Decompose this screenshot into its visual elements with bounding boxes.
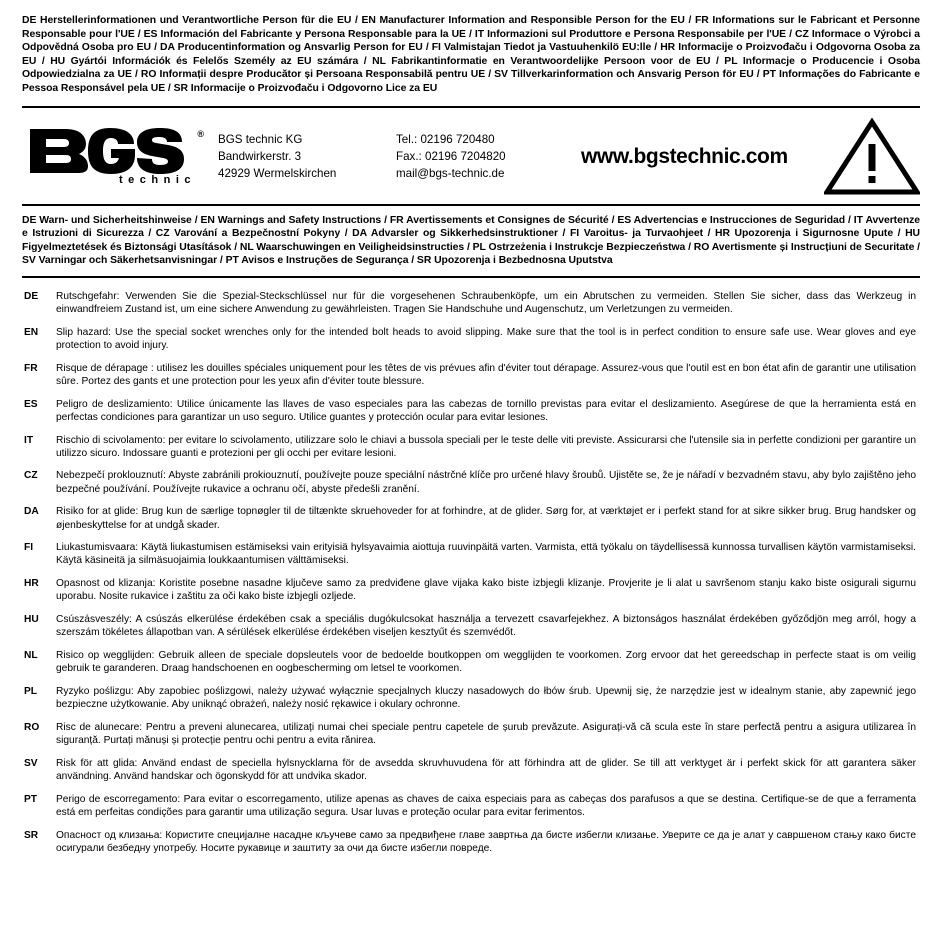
language-code: ES: [24, 398, 38, 410]
instruction-row: [22, 469, 920, 495]
instruction-text: Peligro de deslizamiento: Utilice únicamente las llaves de vaso especiales para las cabezas de tornillo previstas para evitar el deslizamiento. Asegúrese de que la herramienta está en perfectas condiciones para garantizar un uso seguro. Utilice guantes y protección ocular para evitar lesiones.: [56, 398, 916, 423]
instruction-row: [22, 505, 920, 531]
instruction-row: [22, 721, 920, 747]
instruction-row: [22, 613, 920, 639]
company-fax: Fax.: 02196 7204820: [396, 150, 506, 164]
warning-triangle-icon: [824, 118, 920, 196]
language-code: RO: [24, 721, 40, 733]
logo-subtitle: technic: [118, 174, 196, 187]
instruction-text: Ryzyko poślizgu: Aby zapobiec poślizgowi, należy używać wyłącznie specjalnych kluczy nasadowych do łbów śrub. Upewnij się, że narzędzie jest w idealnym stanie, aby zapewnić jego bezpieczne użytkowanie. Aby uniknąć obrażeń, należy nosić rękawice i okulary ochronne.: [56, 685, 916, 711]
company-contact: [396, 131, 581, 182]
language-code: DA: [24, 506, 39, 518]
instruction-text: Perigo de escorregamento: Para evitar o escorregamento, utilize apenas as chaves de caixa especiais para as cabeças dos parafusos a que se destina. Certifique-se de que a ferramenta está em perfeitas condições para garantir uma utilização segura. Usar luvas e proteção ocular para evitar ferimentos.: [56, 793, 916, 818]
language-code: NL: [24, 650, 38, 661]
company-city: 42929 Wermelskirchen: [218, 167, 337, 181]
instructions-list: [22, 278, 920, 855]
instruction-text: Liukastumisvaara: Käytä liukastumisen estämiseksi vain erityisiä hylsyavaimia aiottuja ruuvinpäitä varten. Varmista, että työkalu on täydellisessä kunnossa turvallisen käytön varmistamiseksi. Käytä käsineitä ja silmäsuojaimia loukkaantumisen välttämiseksi.: [56, 542, 916, 567]
instruction-text: Risc de alunecare: Pentru a preveni alunecarea, utilizați numai chei speciale pentru capetele de șurub prevăzute. Asigurați-vă că scula este în stare perfectă pentru a asigura utilizarea în siguranță. Purtați mănuși și protecție pentru ochi pentru a evita rănirea.: [56, 721, 916, 747]
warnings-header: DE Warn- und Sicherheitshinweise / EN Warnings and Safety Instructions / FR Avertissements et Consignes de Sécurité / ES Advertencias e Instrucciones de Seguridad / IT Avvertenze e Istruzioni di Sicurezza / CZ Varování a Bezpečnostní Pokyny / DA Advarsler og Sikkerhedsinstruktioner / FI Varoitus- ja Turvaohjeet / HR Upozorenja i Sigurnosne Upute / HU Figyelmeztetések és Biztonsági Utasítások / NL Waarschuwingen en Veiligheidsinstructies / PL Ostrzeżenia i Instrukcje Bezpieczeństwa / RO Avertismente și Instrucțiuni de Securitate / SV Varningar och Säkerhetsanvisningar / PT Avisos e Instruções de Segurança / SR Upozorenja i Bezbednosna Uputstva: [22, 214, 920, 267]
logo-cell: [22, 127, 218, 186]
company-name: BGS technic KG: [218, 133, 303, 147]
language-code: DE: [24, 290, 39, 302]
instruction-row: [22, 398, 920, 424]
instruction-text: Rutschgefahr: Verwenden Sie die Spezial-Steckschlüssel nur für die vorgesehenen Schraubenköpfe, um ein Abrutschen zu vermeiden. Stellen Sie sicher, dass das Werkzeug in einwandfreiem Zustand ist, um eine sichere Anwendung zu gewährleisten. Tragen Sie Handschuhe und Augenschutz, um Verletzungen zu vermeiden.: [56, 290, 916, 316]
instruction-text: Risico op wegglijden: Gebruik alleen de speciale dopsleutels voor de bedoelde boutkoppen om wegglijden te voorkomen. Zorg ervoor dat het gereedschap in perfecte staat is om veilig gebruik te garanderen. Draag handschoenen en oogbescherming om letsel te voorkomen.: [56, 650, 916, 675]
instruction-row: [22, 434, 920, 460]
language-code: FR: [24, 362, 38, 374]
instruction-row: [22, 685, 920, 711]
registered-mark: ®: [197, 129, 204, 140]
instruction-row: [22, 829, 920, 855]
company-website: www.bgstechnic.com: [581, 144, 788, 168]
language-code: HR: [24, 578, 39, 590]
instruction-row: [22, 757, 920, 783]
warning-symbol-cell: [814, 118, 924, 196]
manufacturer-info-header: DE Herstellerinformationen und Verantwortliche Person für die EU / EN Manufacturer Information and Responsible Person for the EU / FR Informations sur le Fabricant et Personne Responsable pour l'UE / ES Información del Fabricante y Persona Responsable para la UE / IT Informazioni sul Produttore e Persona Responsabile per l'UE / CZ Informace o Výrobci a Odpovědná Osoba pro EU / DA Producentinformation og Ansvarlig Person for EU / FI Valmistajan Tiedot ja Vastuuhenkilö EU:lle / HR Informacije o Proizvođaču i Odgovorna Osoba za EU / HU Gyártói Információk és Felelős Személy az EU számára / NL Fabrikantinformatie en Verantwoordelijke Persoon voor de EU / PL Informacje o Producencie i Osoba Odpowiedzialna za UE / RO Informații despre Producător și Persoana Responsabilă pentru UE / SV Tillverkarinformation och Ansvarig Person för EU / PT Informações do Fabricante e Pessoa Responsável pela UE / SR Informacije o Proizvođaču i Odgovorno Lice za EU: [22, 15, 920, 94]
instruction-text: Risiko for at glide: Brug kun de særlige topnøgler til de tiltænkte skruehoveder for at forhindre, at de glider. Sørg for, at værktøjet er i perfekt stand for at sikre sikker brug. Brug handsker og øjenbeskyttelse for at undgå skader.: [56, 506, 916, 531]
instruction-text: Opasnost od klizanja: Koristite posebne nasadne ključeve samo za predviđene glave vijaka kako biste izbjegli klizanje. Provjerite je li alat u savršenom stanju kako biste osigurali sigurnu uporabu. Nosite rukavice i zaštitu za oči kako biste izbjegli ozljede.: [56, 578, 916, 603]
instruction-row: [22, 326, 920, 352]
instruction-text: Nebezpečí proklouznutí: Abyste zabránili prokiouznutí, používejte pouze speciální nástrčné klíče pro určené hlavy šroubů. Ujistěte se, že je nářadí v bezvadném stavu, aby bylo zajištěno jeho bezpečné používání. Používejte rukavice a ochranu očí, abyste předešli zranění.: [56, 470, 916, 495]
language-code: EN: [24, 326, 39, 338]
language-code: FI: [24, 542, 34, 554]
company-tel: Tel.: 02196 720480: [396, 133, 495, 147]
language-code: IT: [24, 434, 34, 446]
instruction-text: Slip hazard: Use the special socket wrenches only for the intended bolt heads to avoid slipping. Make sure that the tool is in perfect condition to ensure safe use. Wear gloves and eye protection to avoid injury.: [56, 326, 916, 352]
instruction-row: [22, 362, 920, 388]
instruction-text: Csúszásveszély: A csúszás elkerülése érdekében csak a speciális dugókulcsokat használja a tervezett csavarfejekhez. A biztonságos használat érdekében győződjön meg arról, hogy a szerszám tökéletes állapotban van. A sérülések elkerülése érdekében viseljen kesztyűt és szemvédőt.: [56, 614, 916, 639]
language-code: SV: [24, 757, 38, 769]
language-code: PL: [24, 685, 38, 697]
instruction-row: [22, 793, 920, 819]
language-code: PT: [24, 793, 38, 805]
instruction-row: [22, 577, 920, 603]
instruction-text: Опасност од клизања: Користите специјалне насадне кључеве само за предвиђене главе завртња да бисте избегли клизање. Уверите се да је алат у савршеном стању како бисте осигурали безбедну употребу. Носите рукавице и заштиту за очи да бисте избегли повреде.: [56, 829, 916, 854]
language-code: CZ: [24, 470, 38, 482]
instruction-row: [22, 290, 920, 316]
company-street: Bandwirkerstr. 3: [218, 150, 302, 164]
instruction-text: Risk för att glida: Använd endast de speciella hylsnycklarna för de avsedda skruvhuvudena för att förhindra att de glider. Se till att verktyget är i perfekt skick för att garantera säker användning. Använd handskar och ögonskydd för att undvika skador.: [56, 757, 916, 782]
company-info-band: [22, 108, 920, 204]
language-code: SR: [24, 829, 39, 841]
company-email: mail@bgs-technic.de: [396, 167, 505, 181]
instruction-row: [22, 649, 920, 675]
instruction-row: [22, 541, 920, 567]
bgs-logo-icon: [26, 127, 202, 175]
bgs-logo: [26, 127, 202, 186]
instruction-text: Risque de dérapage : utilisez les douilles spéciales uniquement pour les têtes de vis prévues afin d'éviter tout dérapage. Assurez-vous que l'outil est en bon état afin de garantir une utilisation sûre. Portez des gants et une protection pour les yeux afin d'éviter toute blessure.: [56, 362, 916, 387]
language-code: HU: [24, 614, 39, 626]
instruction-text: Rischio di scivolamento: per evitare lo scivolamento, utilizzare solo le chiavi a bussola speciali per le teste delle viti previste. Assicurarsi che l'utensile sia in perfette condizioni per garantire un utilizzo sicuro. Indossare guanti e protezioni per gli occhi per evitare lesioni.: [56, 434, 916, 459]
company-address: [218, 131, 396, 182]
